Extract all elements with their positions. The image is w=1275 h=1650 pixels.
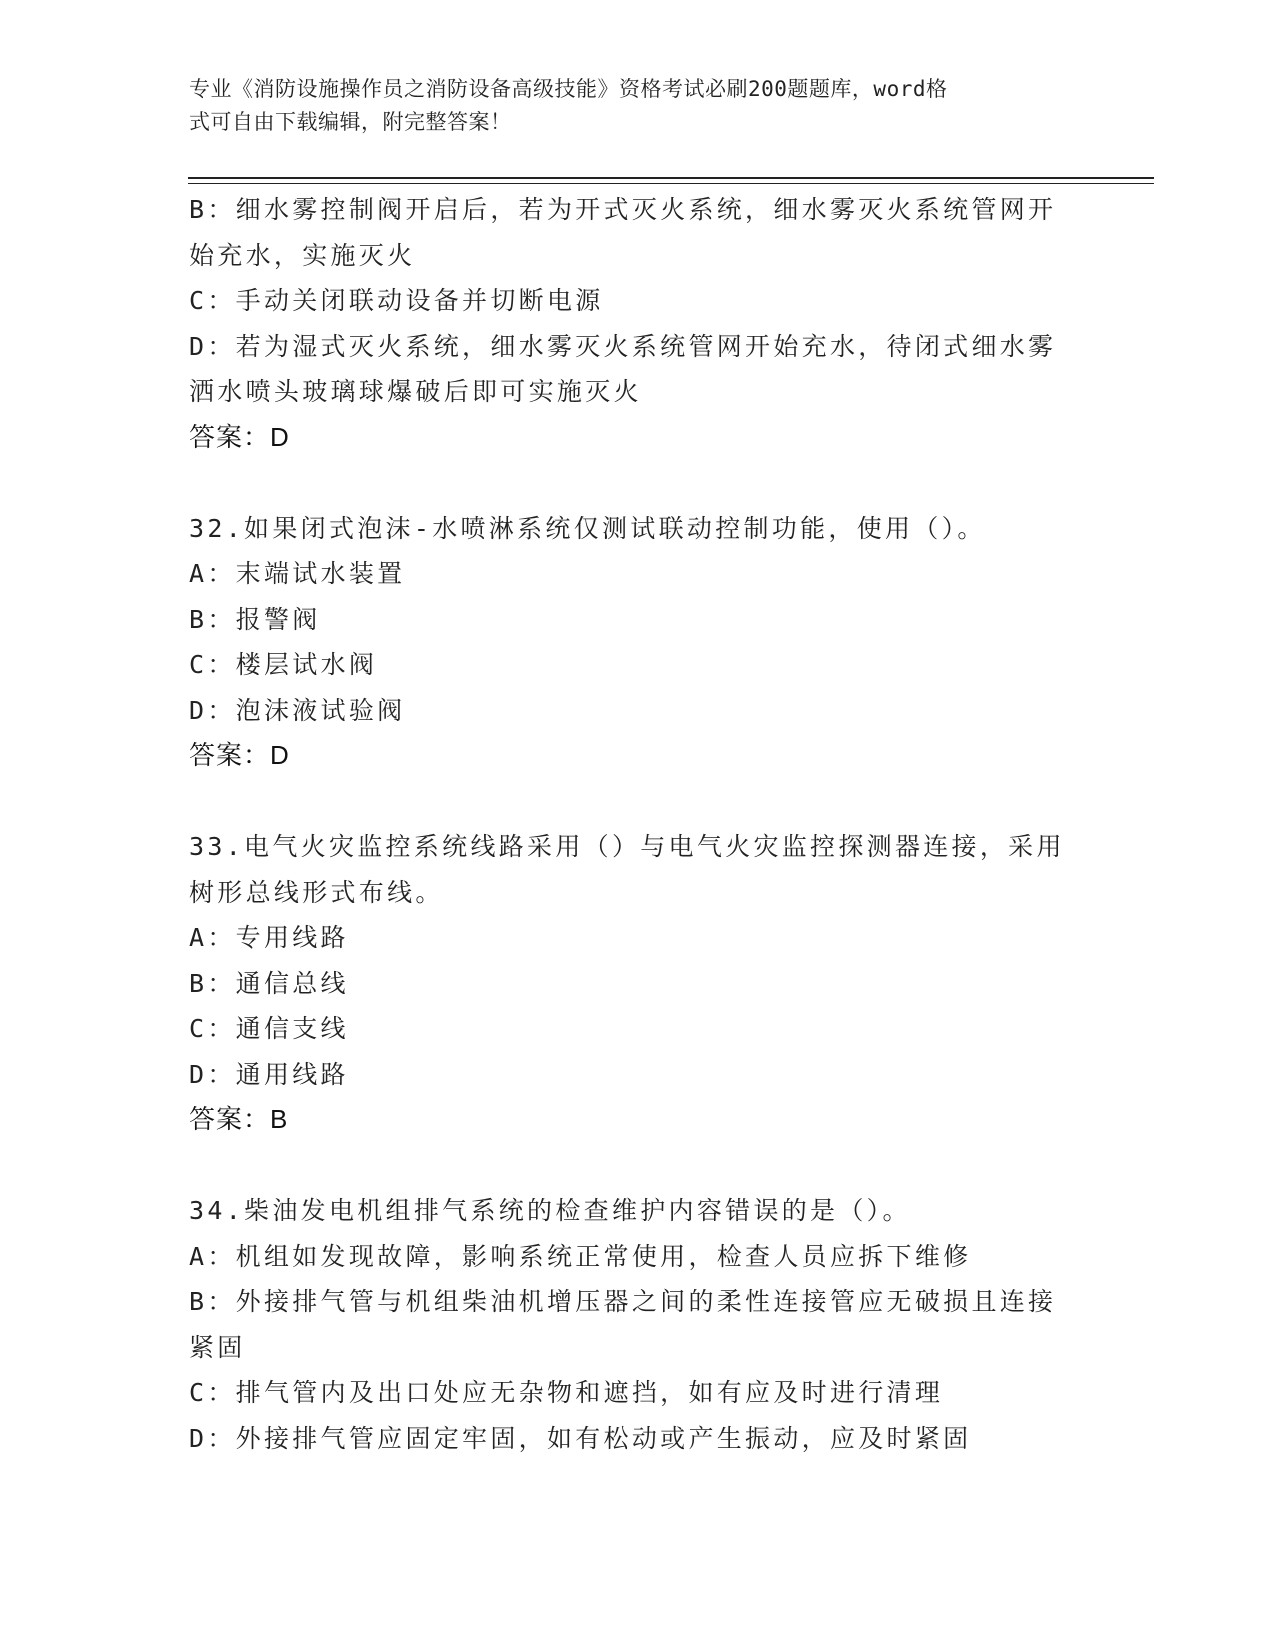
answer: 答案：D (189, 740, 290, 770)
option-b-line-2: 始充水，实施灭火 (189, 240, 416, 270)
document-body (189, 187, 1089, 1461)
option-a: A：机组如发现故障，影响系统正常使用，检查人员应拆下维修 (189, 1241, 972, 1271)
question-stem-line-2: 树形总线形式布线。 (189, 877, 444, 907)
spacer (189, 1143, 1089, 1189)
option-d-line-2: 洒水喷头玻璃球爆破后即可实施灭火 (189, 377, 642, 406)
option-b: B：通信总线 (189, 968, 349, 998)
option-d: D：通用线路 (189, 1059, 349, 1089)
option-a: A：末端试水装置 (189, 559, 406, 588)
question-33 (189, 824, 1089, 1143)
option-a: A：专用线路 (189, 923, 349, 952)
option-d-line-1: D：若为湿式灭火系统，细水雾灭火系统管网开始充水，待闭式细水雾 (189, 331, 1057, 361)
option-b: B：报警阀 (189, 604, 321, 634)
question-34 (189, 1188, 1089, 1461)
question-stem-line-1: 33.电气火灾监控系统线路采用（）与电气火灾监控探测器连接，采用 (189, 832, 1065, 861)
option-b-line-1: B：外接排气管与机组柴油机增压器之间的柔性连接管应无破损且连接 (189, 1287, 1057, 1316)
question-stem: 34.柴油发电机组排气系统的检查维护内容错误的是（）。 (189, 1196, 911, 1225)
option-b-line-1: B：细水雾控制阀开启后，若为开式灭火系统，细水雾灭火系统管网开 (189, 195, 1057, 224)
spacer (189, 779, 1089, 825)
header-rule-thin (188, 183, 1154, 184)
answer: 答案：D (189, 421, 290, 452)
option-c: C：排气管内及出口处应无杂物和遮挡，如有应及时进行清理 (189, 1378, 944, 1407)
question-31-continued (189, 187, 1089, 460)
answer: 答案：B (189, 1104, 289, 1134)
document-header (189, 73, 1069, 139)
question-32 (189, 506, 1089, 779)
header-line-1: 专业《消防设施操作员之消防设备高级技能》资格考试必刷200题题库，word格 (189, 77, 948, 101)
header-line-2: 式可自由下载编辑，附完整答案！ (189, 110, 512, 134)
option-b-line-2: 紧固 (189, 1332, 246, 1362)
spacer (189, 460, 1089, 506)
option-c: C：通信支线 (189, 1014, 349, 1043)
option-d: D：泡沫液试验阀 (189, 695, 406, 725)
option-d: D：外接排气管应固定牢固，如有松动或产生振动，应及时紧固 (189, 1423, 972, 1453)
header-rule-thick (188, 177, 1154, 179)
option-c: C：手动关闭联动设备并切断电源 (189, 286, 604, 315)
question-stem: 32.如果闭式泡沫-水喷淋系统仅测试联动控制功能，使用（）。 (189, 513, 986, 543)
option-c: C：楼层试水阀 (189, 650, 378, 679)
